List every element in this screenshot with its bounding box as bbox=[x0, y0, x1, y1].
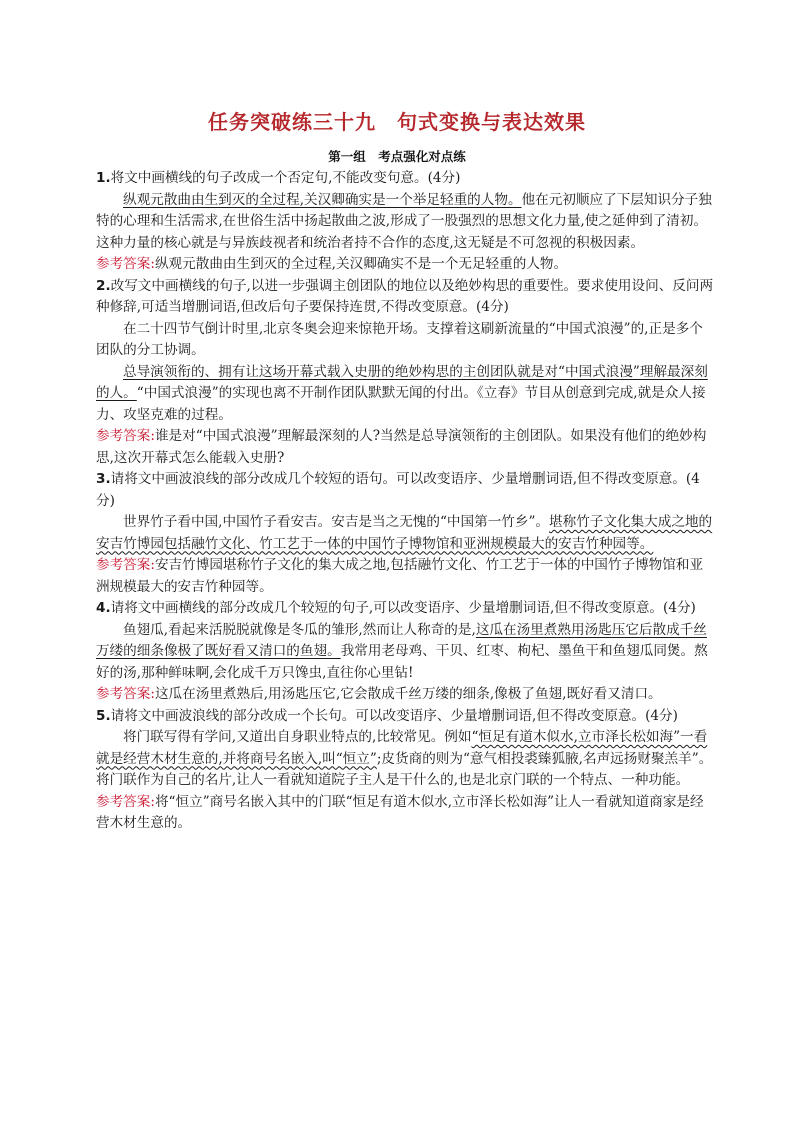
section-heading: 第一组 考点强化对点练 bbox=[328, 149, 466, 164]
answer-text: 将“恒立”商号名嵌入其中的门联“恒足有道木似水,立市泽长松如海”让人一看就知道商家是经营木材生意的。 bbox=[96, 793, 704, 831]
question-number: 2. bbox=[96, 277, 111, 294]
passage-text: 将门联写得有学问,又道出自身职业特点的,比较常见。例如 bbox=[123, 729, 472, 745]
passage-text: 世界竹子看中国,中国竹子看安吉。安吉是当之无愧的“中国第一竹乡”。 bbox=[123, 514, 550, 530]
passage-text: ;皮货商的则为“意气相投裘臻狐腋,名声远扬财聚羔羊”。将门联作为自己的名片,让人一看就知道院子主人是干什么的,也是北京门联的一个特点、一种功能。 bbox=[96, 750, 713, 788]
question-stem: 请将文中画横线的部分改成几个较短的句子,可以改变语序、少量增删词语,但不得改变原意。(4分) bbox=[110, 600, 696, 616]
passage-1 bbox=[96, 190, 716, 255]
question-number: 1. bbox=[96, 170, 111, 186]
passage-text: 在二十四节气倒计时里,北京冬奥会迎来惊艳开场。支撑着这刷新流量的“中国式浪漫”的,正是多个团队的分工协调。 bbox=[96, 320, 703, 358]
passage-2b bbox=[96, 362, 716, 427]
answer-5 bbox=[96, 792, 716, 835]
answer-label: 参考答案: bbox=[96, 428, 155, 444]
underlined-sentence: 这瓜在汤里煮熟用汤匙压它后散成千丝万缕的细条像极了既好看又清口的鱼翅。 bbox=[96, 621, 707, 659]
underlined-sentence: 纵观元散曲由生到灭的全过程,关汉卿确实是一个举足轻重的人物。 bbox=[123, 191, 522, 208]
wavy-underlined-sentence: 堪称竹子文化集大成之地的安吉竹博园包括融竹文化、竹工艺于一体的中国竹子博物馆和亚洲规模最大的安吉竹种园等。 bbox=[96, 514, 713, 552]
answer-1 bbox=[96, 254, 716, 276]
wavy-underlined-sentence: “恒足有道木似水,立市泽长松如海”一看就是经营木材生意的,并将商号名嵌入,叫“恒立” bbox=[96, 729, 708, 767]
passage-text: 他在元初顺应了下层知识分子独特的心理和生活需求,在世俗生活中扬起散曲之波,形成了一股强烈的思想文化力量,使之延伸到了清初。这种力量的核心就是与异族歧视者和统治者持不合作的态度,这无疑是不可忽视的积极因素。 bbox=[96, 191, 712, 251]
question-number: 5. bbox=[96, 707, 111, 724]
passage-5 bbox=[96, 727, 716, 792]
passage-text: 我常用老母鸡、干贝、红枣、枸杞、墨鱼干和鱼翅瓜同煲。熬好的汤,那种鲜味啊,会化成千万只馋虫,直往你心里钻! bbox=[96, 643, 708, 681]
answer-text: 安吉竹博园堪称竹子文化的集大成之地,包括融竹文化、竹工艺于一体的中国竹子博物馆和亚洲规模最大的安吉竹种园等。 bbox=[96, 557, 704, 595]
passage-4 bbox=[96, 620, 716, 685]
content-body bbox=[96, 168, 716, 835]
page-title: 任务突破练三十九 句式变换与表达效果 bbox=[208, 110, 586, 134]
question-stem: 改写文中画横线的句子,以进一步强调主创团队的地位以及绝妙构思的重要性。要求使用设问、反问两种修辞,可适当增删词语,但改后句子要保持连贯,不得改变原意。(4分) bbox=[96, 277, 714, 315]
underlined-sentence: 总导演领衔的、拥有让这场开幕式载入史册的绝妙构思的主创团队就是对“中国式浪漫”理解最深刻的人。 bbox=[96, 363, 708, 401]
answer-text: 谁是对“中国式浪漫”理解最深刻的人?当然是总导演领衔的主创团队。如果没有他们的绝妙构思,这次开幕式怎么能载入史册? bbox=[96, 428, 707, 466]
answer-2 bbox=[96, 426, 716, 469]
answer-label: 参考答案: bbox=[96, 793, 155, 810]
question-stem: 请将文中画波浪线的部分改成一个长句。可以改变语序、少量增删词语,但不得改变原意。(4分) bbox=[110, 707, 678, 724]
answer-label: 参考答案: bbox=[96, 256, 155, 272]
question-1 bbox=[96, 168, 716, 190]
question-number: 4. bbox=[96, 600, 111, 616]
passage-text: “中国式浪漫”的实现也离不开制作团队默默无闻的付出。《立春》节目从创意到完成,就是众人接力、攻坚克难的过程。 bbox=[96, 385, 706, 423]
question-5 bbox=[96, 706, 716, 728]
answer-text: 纵观元散曲由生到灭的全过程,关汉卿确实不是一个无足轻重的人物。 bbox=[154, 256, 568, 272]
question-3 bbox=[96, 469, 716, 512]
answer-4 bbox=[96, 684, 716, 706]
question-2 bbox=[96, 276, 716, 319]
question-4 bbox=[96, 598, 716, 620]
passage-3 bbox=[96, 512, 716, 555]
answer-label: 参考答案: bbox=[96, 557, 155, 573]
passage-2a bbox=[96, 319, 716, 362]
answer-3 bbox=[96, 555, 716, 598]
answer-label: 参考答案: bbox=[96, 686, 155, 702]
question-number: 3. bbox=[96, 471, 111, 487]
question-stem: 将文中画横线的句子改成一个否定句,不能改变句意。(4分) bbox=[110, 170, 461, 186]
question-stem: 请将文中画波浪线的部分改成几个较短的语句。可以改变语序、少量增删词语,但不得改变原意。(4分) bbox=[96, 471, 700, 509]
passage-text: 鱼翅瓜,看起来活脱脱就像是冬瓜的雏形,然而让人称奇的是, bbox=[123, 621, 476, 638]
answer-text: 这瓜在汤里煮熟后,用汤匙压它,它会散成千丝万缕的细条,像极了鱼翅,既好看又清口。 bbox=[154, 686, 662, 702]
